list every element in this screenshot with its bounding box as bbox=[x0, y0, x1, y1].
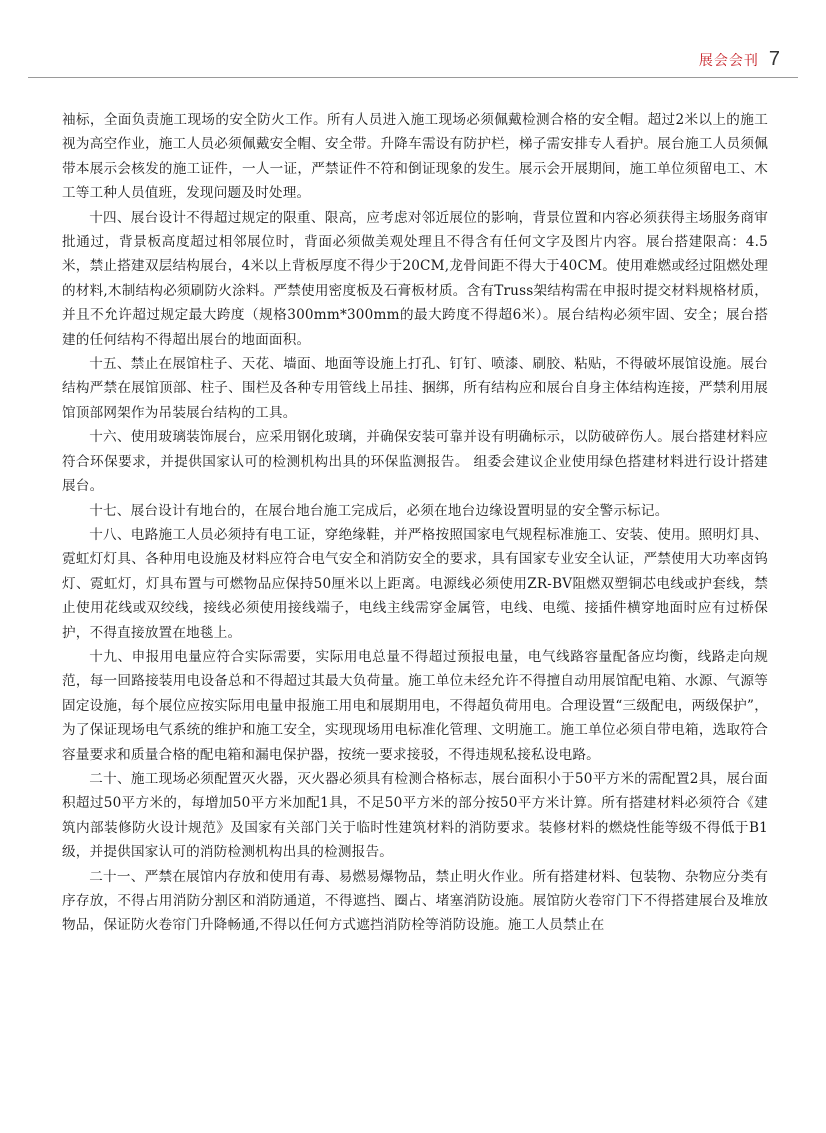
paragraph-item-20: 二十、施工现场必须配置灭火器，灭火器必须具有检测合格标志，展台面积小于50平方米的需配置2具，展台面积超过50平方米的，每增加50平方米加配1具，不足50平方米的部分按50平方米计算。所有搭建材料必须符合《建筑内部装修防火设计规范》及国家有关部门关于临时性建筑材料的消防要求。装修材料的燃烧性能等级不得低于B1级，并提供国家认可的消防检测机构出具的检测报告。 bbox=[62, 770, 768, 861]
paragraph-item-16: 十六、使用玻璃装饰展台，应采用钢化玻璃，并确保安装可靠并设有明确标示，以防破碎伤人。展台搭建材料应符合环保要求，并提供国家认可的检测机构出具的环保监测报告。 组委会建议企业使用绿色搭建材料进行设计搭建展台。 bbox=[62, 429, 768, 495]
publication-title: 展会会刊 bbox=[698, 53, 759, 69]
page-header bbox=[699, 48, 780, 71]
paragraph-item-19: 十九、申报用电量应符合实际需要，实际用电总量不得超过预报电量，电气线路容量配备应均衡，线路走向规范，每一回路接装用电设备总和不得超过其最大负荷量。施工单位未经允许不得擅自动用展馆配电箱、水源、气源等固定设施，每个展位应按实际用电量申报施工用电和展期用电，不得超负荷用电。合理设置“三级配电，两级保护”，为了保证现场电气系统的维护和施工安全，实现现场用电标准化管理、文明施工。施工单位必须自带电箱，选取符合容量要求和质量合格的配电箱和漏电保护器，按统一要求接驳，不得违规私接私设电路。 bbox=[62, 648, 768, 763]
header-divider bbox=[28, 77, 798, 78]
paragraph-item-18: 十八、电路施工人员必须持有电工证，穿绝缘鞋，并严格按照国家电气规程标准施工、安装、使用。照明灯具、霓虹灯灯具、各种用电设施及材料应符合电气安全和消防安全的要求，具有国家专业安全认证，严禁使用大功率卤钨灯、霓虹灯，灯具布置与可燃物品应保持50厘米以上距离。电源线必须使用ZR-BV阻燃双塑铜芯电线或护套线，禁止使用花线或双绞线，接线必须使用接线端子，电线主线需穿金属管，电线、电缆、接插件横穿地面时应有过桥保护，不得直接放置在地毯上。 bbox=[62, 526, 768, 641]
page-number: 7 bbox=[768, 48, 780, 70]
body-text bbox=[62, 108, 768, 938]
paragraph-item-17: 十七、展台设计有地台的，在展台地台施工完成后，必须在地台边缘设置明显的安全警示标记。 bbox=[89, 502, 669, 519]
paragraph-continuation: 袖标，全面负责施工现场的安全防火工作。所有人员进入施工现场必须佩戴检测合格的安全帽。超过2米以上的施工视为高空作业，施工人员必须佩戴安全帽、安全带。升降车需设有防护栏，梯子需安排专人看护。展台施工人员须佩带本展示会核发的施工证件，一人一证，严禁证件不符和倒证现象的发生。展示会开展期间，施工单位须留电工、木工等工种人员值班，发现问题及时处理。 bbox=[62, 112, 768, 202]
paragraph-item-15: 十五、禁止在展馆柱子、天花、墙面、地面等设施上打孔、钉钉、喷漆、刷胶、粘贴，不得破坏展馆设施。展台结构严禁在展馆顶部、柱子、围栏及各种专用管线上吊挂、捆绑，所有结构应和展台自身主体结构连接，严禁利用展馆顶部网架作为吊装展台结构的工具。 bbox=[62, 356, 768, 421]
paragraph-item-21: 二十一、严禁在展馆内存放和使用有毒、易燃易爆物品，禁止明火作业。所有搭建材料、包装物、杂物应分类有序存放，不得占用消防分割区和消防通道，不得遮挡、圈占、堵塞消防设施。展馆防火卷帘门下不得搭建展台及堆放物品，保证防火卷帘门升降畅通,不得以任何方式遮挡消防栓等消防设施。施工人员禁止在 bbox=[62, 868, 768, 934]
paragraph-item-14: 十四、展台设计不得超过规定的限重、限高，应考虑对邻近展位的影响，背景位置和内容必须获得主场服务商审批通过，背景板高度超过相邻展位时，背面必须做美观处理且不得含有任何文字及图片内容。展台搭建限高：4.5米，禁止搭建双层结构展台，4米以上背板厚度不得少于20CM,龙骨间距不得大于40CM。使用难燃或经过阻燃处理的材料,木制结构必须刷防火涂料。严禁使用密度板及石膏板材质。含有Truss架结构需在申报时提交材料规格材质，并且不允许超过规定最大跨度（规格300mm*300mm的最大跨度不得超6米）。展台结构必须牢固、安全；展台搭建的任何结构不得超出展台的地面面积。 bbox=[62, 209, 768, 348]
